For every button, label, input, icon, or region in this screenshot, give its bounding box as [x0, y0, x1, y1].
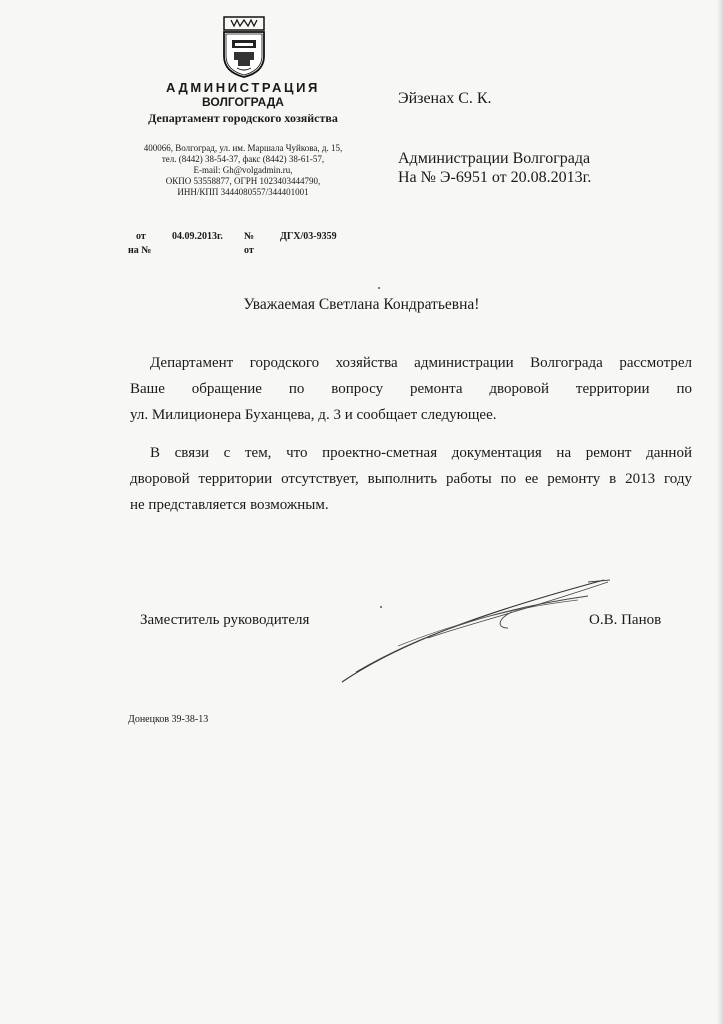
- letterhead: [120, 80, 366, 127]
- recipient-reference: На № Э-6951 от 20.08.2013г.: [398, 169, 592, 186]
- executor-info: Донецков 39-38-13: [128, 714, 209, 725]
- signatory-title: Заместитель руководителя: [140, 612, 310, 628]
- reg-date-label: от: [136, 231, 146, 242]
- paragraph-line: дворовой территории отсутствует, выполнить работы по ее ремонту в 2013 году: [130, 471, 692, 487]
- reg-ref-date-label: от: [244, 245, 254, 256]
- address-line: 400066, Волгоград, ул. им. Маршала Чуйкова, д. 15,: [143, 143, 343, 153]
- paragraph-2: [130, 440, 692, 518]
- address-line: E-mail: Gh@volgadmin.ru,: [193, 165, 293, 175]
- department-name: Департамент городского хозяйства: [148, 111, 338, 125]
- signatory-name: О.В. Панов: [589, 612, 662, 628]
- paragraph-1: [130, 350, 692, 428]
- handwritten-signature: [338, 574, 614, 686]
- recipient-block: [398, 149, 591, 187]
- paragraph-line: не представляется возможным.: [130, 497, 329, 513]
- salutation: Уважаемая Светлана Кондратьевна!: [243, 296, 480, 313]
- paragraph-line: Департамент городского хозяйства администрации Волгограда рассмотрел: [150, 355, 692, 371]
- recipient-org: Администрации Волгограда: [398, 150, 591, 167]
- paragraph-line: Ваше обращение по вопросу ремонта дворовой территории по: [130, 381, 692, 397]
- volgograd-coat-of-arms-icon: [223, 16, 265, 78]
- scan-speck: [378, 287, 380, 289]
- reg-number: ДГХ/03-9359: [280, 231, 337, 242]
- address-line: ОКПО 53558877, ОГРН 1023403444790,: [165, 176, 321, 186]
- address-line: ИНН/КПП 3444080557/344401001: [177, 187, 309, 197]
- scan-edge: [717, 0, 723, 1024]
- reg-date: 04.09.2013г.: [172, 231, 223, 242]
- recipient-name: Эйзенах С. К.: [398, 90, 492, 107]
- address-line: тел. (8442) 38-54-37, факс (8442) 38-61-57,: [161, 154, 325, 164]
- address-block: [120, 143, 366, 198]
- paragraph-line: ул. Милиционера Буханцева, д. 3 и сообщает следующее.: [130, 407, 497, 423]
- reg-ref-label: на №: [128, 245, 152, 256]
- scan-speck: [380, 606, 382, 608]
- paragraph-line: В связи с тем, что проектно-сметная документация на ремонт данной: [150, 445, 692, 461]
- org-city: ВОЛГОГРАДА: [202, 95, 284, 109]
- org-name: АДМИНИСТРАЦИЯ: [166, 80, 320, 95]
- reg-number-label: №: [244, 231, 255, 242]
